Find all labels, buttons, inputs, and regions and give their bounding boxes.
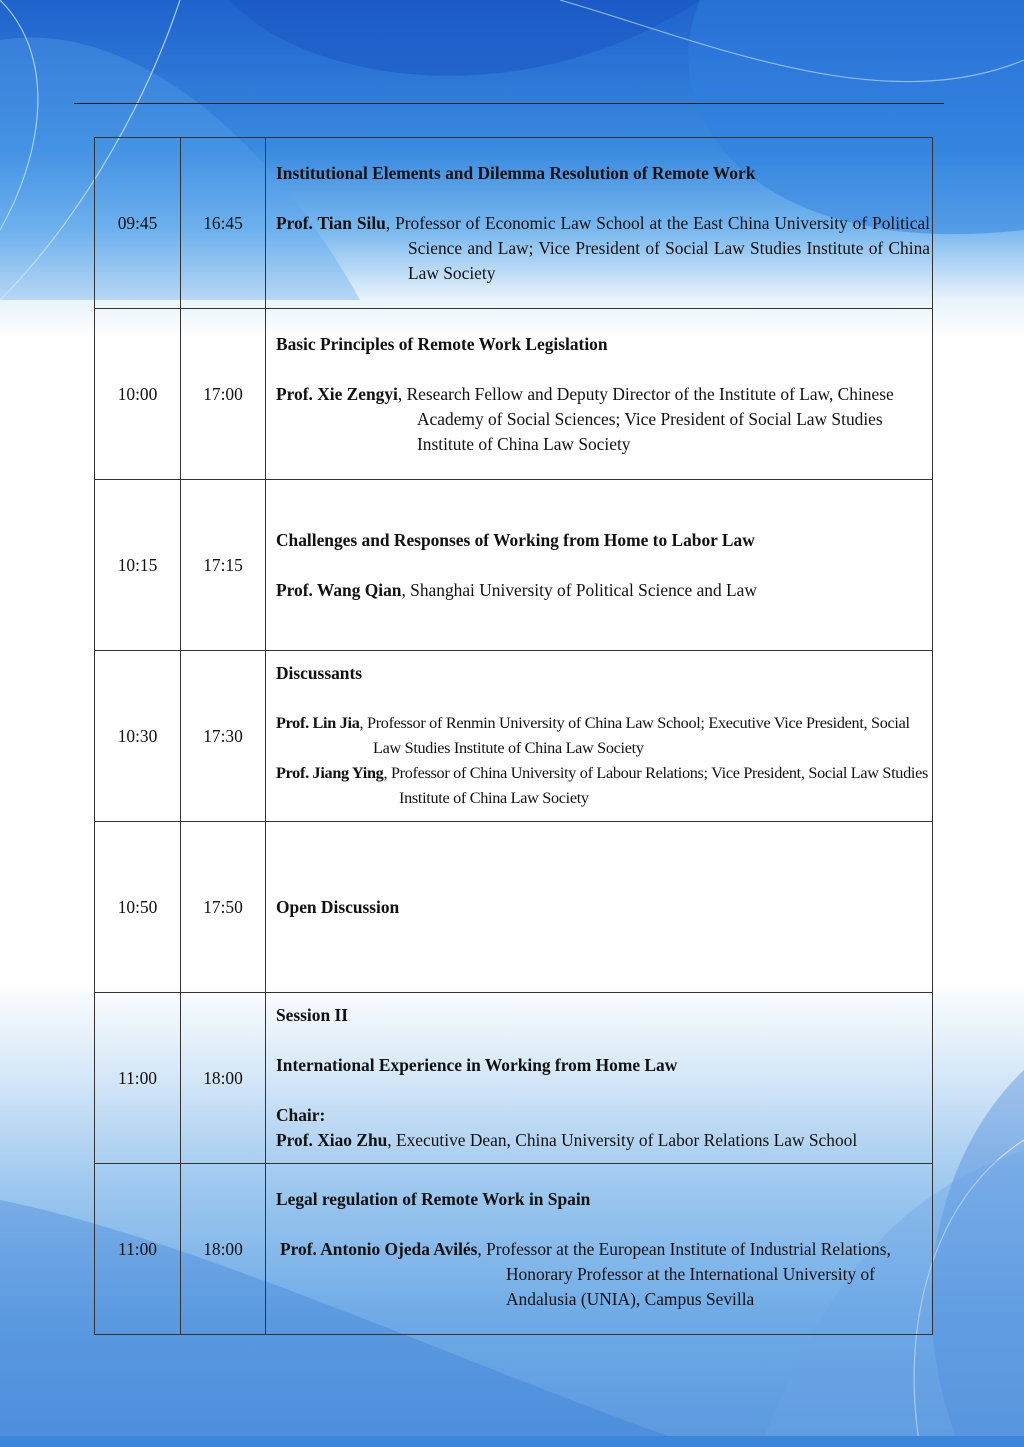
- session-details: [266, 138, 933, 309]
- speaker-name: Prof. Wang Qian: [276, 579, 402, 600]
- schedule-table: [94, 137, 933, 1335]
- speaker-name: Prof. Xiao Zhu: [276, 1130, 388, 1150]
- speaker-entry: [276, 211, 930, 286]
- start-time: 10:00: [95, 309, 181, 480]
- end-time: 17:30: [181, 651, 266, 822]
- speaker-entry: [280, 1237, 930, 1312]
- session-details: [266, 309, 933, 480]
- end-time: 16:45: [181, 138, 266, 309]
- speaker-affiliation: , Professor of Economic Law School at the East China University of Political Science and Law; Vice President of Social Law Studies Institute of China Law Society: [385, 212, 931, 283]
- session-title: Open Discussion: [276, 896, 400, 917]
- speaker-entry: [276, 711, 930, 761]
- session-details: [266, 651, 933, 822]
- session-title: Legal regulation of Remote Work in Spain: [276, 1188, 591, 1209]
- session-title: Chair:: [276, 1105, 326, 1125]
- schedule-row: [95, 138, 933, 309]
- end-time: 17:50: [181, 822, 266, 993]
- speaker-affiliation: , Executive Dean, China University of Labor Relations Law School: [387, 1130, 858, 1150]
- speaker-name: Prof. Tian Silu: [276, 212, 386, 233]
- speaker-affiliation: , Professor at the European Institute of Industrial Relations, Honorary Professor at the International University of Andalusia (UNIA), Campus Sevilla: [477, 1238, 891, 1309]
- speaker-name: Prof. Lin Jia: [276, 714, 360, 732]
- start-time: 09:45: [95, 138, 181, 309]
- speaker-entry: [276, 761, 930, 811]
- start-time: 10:15: [95, 480, 181, 651]
- schedule-row: [95, 309, 933, 480]
- speaker-affiliation: , Shanghai University of Political Science and Law: [401, 579, 757, 600]
- bottom-bar: [0, 1436, 1024, 1447]
- schedule-row: [95, 822, 933, 993]
- schedule-body: [95, 138, 933, 1335]
- start-time: 11:00: [95, 1164, 181, 1335]
- header-rule: [74, 103, 944, 104]
- session-details: [266, 822, 933, 993]
- speaker-entry: [276, 1128, 930, 1153]
- schedule-row: [95, 993, 933, 1164]
- schedule-row: [95, 480, 933, 651]
- session-title: Challenges and Responses of Working from Home to Labor Law: [276, 529, 755, 550]
- end-time: 17:00: [181, 309, 266, 480]
- speaker-affiliation: , Research Fellow and Deputy Director of the Institute of Law, Chinese Academy of Social Sciences; Vice President of Social Law Studies Institute of China Law Society: [397, 383, 894, 454]
- session-title: Institutional Elements and Dilemma Resolution of Remote Work: [276, 162, 756, 183]
- session-details: [266, 993, 933, 1164]
- session-title: International Experience in Working from Home Law: [276, 1055, 678, 1075]
- session-details: [266, 1164, 933, 1335]
- schedule-row: [95, 1164, 933, 1335]
- start-time: 10:50: [95, 822, 181, 993]
- start-time: 10:30: [95, 651, 181, 822]
- session-title: Discussants: [276, 663, 363, 683]
- session-title: Session II: [276, 1005, 349, 1025]
- speaker-affiliation: , Professor of China University of Labour Relations; Vice President, Social Law Studies Institute of China Law Society: [383, 764, 928, 807]
- speaker-name: Prof. Antonio Ojeda Avilés: [280, 1238, 478, 1259]
- session-title: Basic Principles of Remote Work Legislation: [276, 333, 608, 354]
- end-time: 18:00: [181, 1164, 266, 1335]
- speaker-name: Prof. Xie Zengyi: [276, 383, 398, 404]
- speaker-affiliation: , Professor of Renmin University of China Law School; Executive Vice President, Social Law Studies Institute of China Law Society: [359, 714, 910, 757]
- end-time: 18:00: [181, 993, 266, 1164]
- session-details: [266, 480, 933, 651]
- speaker-entry: [276, 382, 930, 457]
- start-time: 11:00: [95, 993, 181, 1164]
- speaker-name: Prof. Jiang Ying: [276, 764, 384, 782]
- end-time: 17:15: [181, 480, 266, 651]
- schedule-row: [95, 651, 933, 822]
- speaker-entry: [276, 578, 930, 603]
